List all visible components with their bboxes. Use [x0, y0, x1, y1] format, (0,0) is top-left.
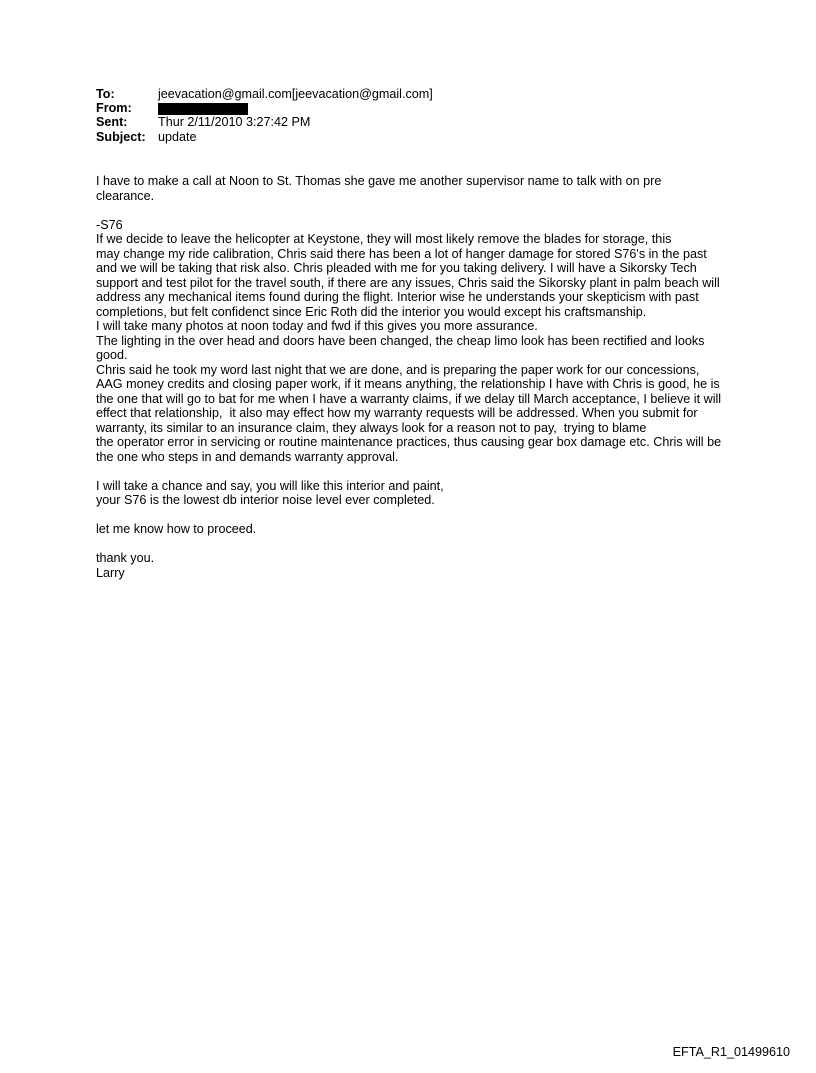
body-line: I have to make a call at Noon to St. Thomas she gave me another supervisor name to talk with on pre — [96, 174, 662, 188]
sent-row — [96, 115, 433, 129]
body-line: may change my ride calibration, Chris said there has been a lot of hanger damage for stored S76's in the past — [96, 246, 707, 261]
document-id: EFTA_R1_01499610 — [672, 1045, 790, 1059]
body-line: good. — [96, 348, 128, 362]
to-value: jeevacation@gmail.com[jeevacation@gmail.com] — [158, 87, 433, 101]
body-line: -S76 — [96, 217, 123, 232]
sent-label: Sent: — [96, 115, 128, 130]
body-line: effect that relationship, it also may effect how my warranty requests will be addressed. When you submit for — [96, 406, 698, 420]
body-line: If we decide to leave the helicopter at Keystone, they will most likely remove the blades for storage, this — [96, 232, 672, 246]
body-line: I will take many photos at noon today and fwd if this gives you more assurance. — [96, 319, 538, 333]
paragraph — [96, 479, 796, 508]
body-line: Chris said he took my word last night that we are done, and is preparing the paper work for our concessions, — [96, 362, 700, 377]
redaction-box — [158, 103, 248, 115]
email-header — [96, 87, 433, 144]
body-line: and we will be taking that risk also. Chris pleaded with me for you taking delivery. I will have a Sikorsky Tech — [96, 261, 697, 275]
subject-row — [96, 130, 433, 144]
body-line: I will take a chance and say, you will like this interior and paint, — [96, 478, 444, 493]
body-line: your S76 is the lowest db interior noise level ever completed. — [96, 493, 435, 507]
paragraph — [96, 174, 796, 203]
closing: thank you. — [96, 551, 155, 565]
paragraph — [96, 218, 796, 465]
body-line: address any mechanical items found during the flight. Interior wise he understands your skepticism with past — [96, 290, 699, 304]
body-line: the one that will go to bat for me when I have a warranty claims, if we delay till March acceptance, I believe it will — [96, 391, 722, 406]
body-line: the one who steps in and demands warranty approval. — [96, 449, 399, 464]
paragraph — [96, 522, 796, 537]
body-line: clearance. — [96, 188, 155, 203]
body-line: The lighting in the over head and doors have been changed, the cheap limo look has been rectified and looks — [96, 333, 705, 348]
body-line: warranty, its similar to an insurance claim, they always look for a reason not to pay, trying to blame — [96, 420, 647, 435]
from-row — [96, 101, 433, 115]
from-label: From: — [96, 101, 132, 116]
email-body — [96, 174, 796, 580]
subject-label: Subject: — [96, 129, 146, 144]
to-row — [96, 87, 433, 101]
sent-value: Thur 2/11/2010 3:27:42 PM — [158, 115, 311, 130]
to-label: To: — [96, 87, 115, 101]
body-line: let me know how to proceed. — [96, 522, 257, 536]
body-line: completions, but felt confidenct since Eric Roth did the interior you would except his craftsmanship. — [96, 304, 647, 319]
body-line: support and test pilot for the travel south, if there are any issues, Chris said the Sikorsky plant in palm beach will — [96, 275, 720, 290]
signature — [96, 551, 796, 580]
body-line: the operator error in servicing or routine maintenance practices, thus causing gear box damage etc. Chris will be — [96, 435, 722, 449]
subject-value: update — [158, 129, 197, 144]
sender-name: Larry — [96, 565, 125, 580]
body-line: AAG money credits and closing paper work, if it means anything, the relationship I have with Chris is good, he is — [96, 377, 720, 391]
